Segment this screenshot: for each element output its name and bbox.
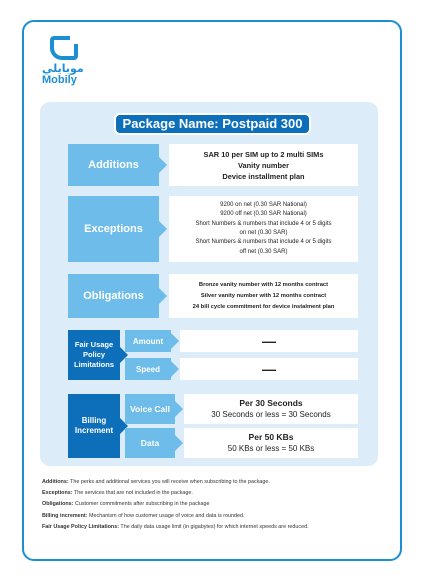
amount-content [180,330,358,352]
data-content [184,428,358,458]
note-item [42,478,387,486]
obligations-line: Bronze vanity number with 12 months contract [198,281,329,288]
obligations-line: Silver vanity number with 12 months contract [200,292,327,299]
additions-content [169,144,358,186]
obligations-line: 24 bill cycle commitment for device instalment plan [192,303,335,310]
voice-call-content [184,394,358,424]
logo-english-text: Mobily [42,74,77,86]
exceptions-line: Short Numbers & numbers that include 4 or 5 digits [195,220,332,227]
amount-arrow [171,333,179,349]
note-term: Additions: [42,479,69,485]
speed-label: Speed [125,358,171,380]
mobily-logo-icon [50,36,78,60]
exceptions-arrow [159,221,167,237]
speed-content [180,358,358,380]
obligations-content [169,274,358,318]
note-term: Exceptions: [42,490,73,497]
logo-arabic-text: موبايلي [42,62,84,75]
voice-call-label: Voice Call [125,394,175,424]
speed-value: — [262,361,276,377]
definitions-notes [42,478,387,534]
note-item [42,512,387,520]
note-term: Obligations: [42,501,74,508]
billing-increment-label: Billing Increment [68,394,120,458]
note-term: Billing increment: [42,512,88,519]
exceptions-line: off net (0.30 SAR) [239,248,288,255]
speed-arrow [171,361,179,377]
exceptions-line: on net (0.30 SAR) [239,230,288,236]
voice-call-detail: 30 Seconds or less = 30 Seconds [211,410,331,419]
mobily-logo [42,36,88,86]
additions-label: Additions [68,144,159,186]
obligations-label: Obligations [68,274,159,318]
exceptions-content [169,196,358,262]
note-text: The daily data usage limit (in gigabytes) for which internet speeds are reduced. [119,523,309,530]
amount-value: — [262,333,276,349]
voice-call-title: Per 30 Seconds [239,398,303,408]
additions-line: SAR 10 per SIM up to 2 multi SIMs [203,149,324,159]
note-text: Mechanism of how customer usage of voice and data is rounded. [87,512,245,519]
fair-usage-label: Fair Usage Policy Limitations [68,330,120,380]
exceptions-line: 9200 off net (0.30 SAR National) [220,211,307,218]
exceptions-line: Short Numbers & numbers that include 4 or 5 digits [195,239,332,246]
amount-label: Amount [125,330,171,352]
note-item [42,500,387,508]
additions-arrow [159,157,167,173]
data-detail: 50 KBs or less = 50 KBs [227,444,315,453]
obligations-arrow [159,288,167,304]
note-text: Customer commitments after subscribing in the package [73,501,210,508]
note-text: The services that are not included in the package. [72,490,193,497]
package-title: Package Name: Postpaid 300 [114,113,311,135]
note-item [42,523,387,531]
note-term: Fair Usage Policy Limitations: [42,523,119,530]
data-title: Per 50 KBs [248,432,294,442]
additions-line: Vanity number [238,160,289,170]
additions-line: Device installment plan [222,171,305,181]
note-text: The perks and additional services you will receive when subscribing to the package. [68,479,270,485]
exceptions-label: Exceptions [68,196,159,262]
data-arrow [175,435,183,451]
exceptions-line: 9200 on net (0.30 SAR National) [220,201,307,208]
data-label: Data [125,428,175,458]
voice-call-arrow [175,401,183,417]
note-item [42,489,387,497]
